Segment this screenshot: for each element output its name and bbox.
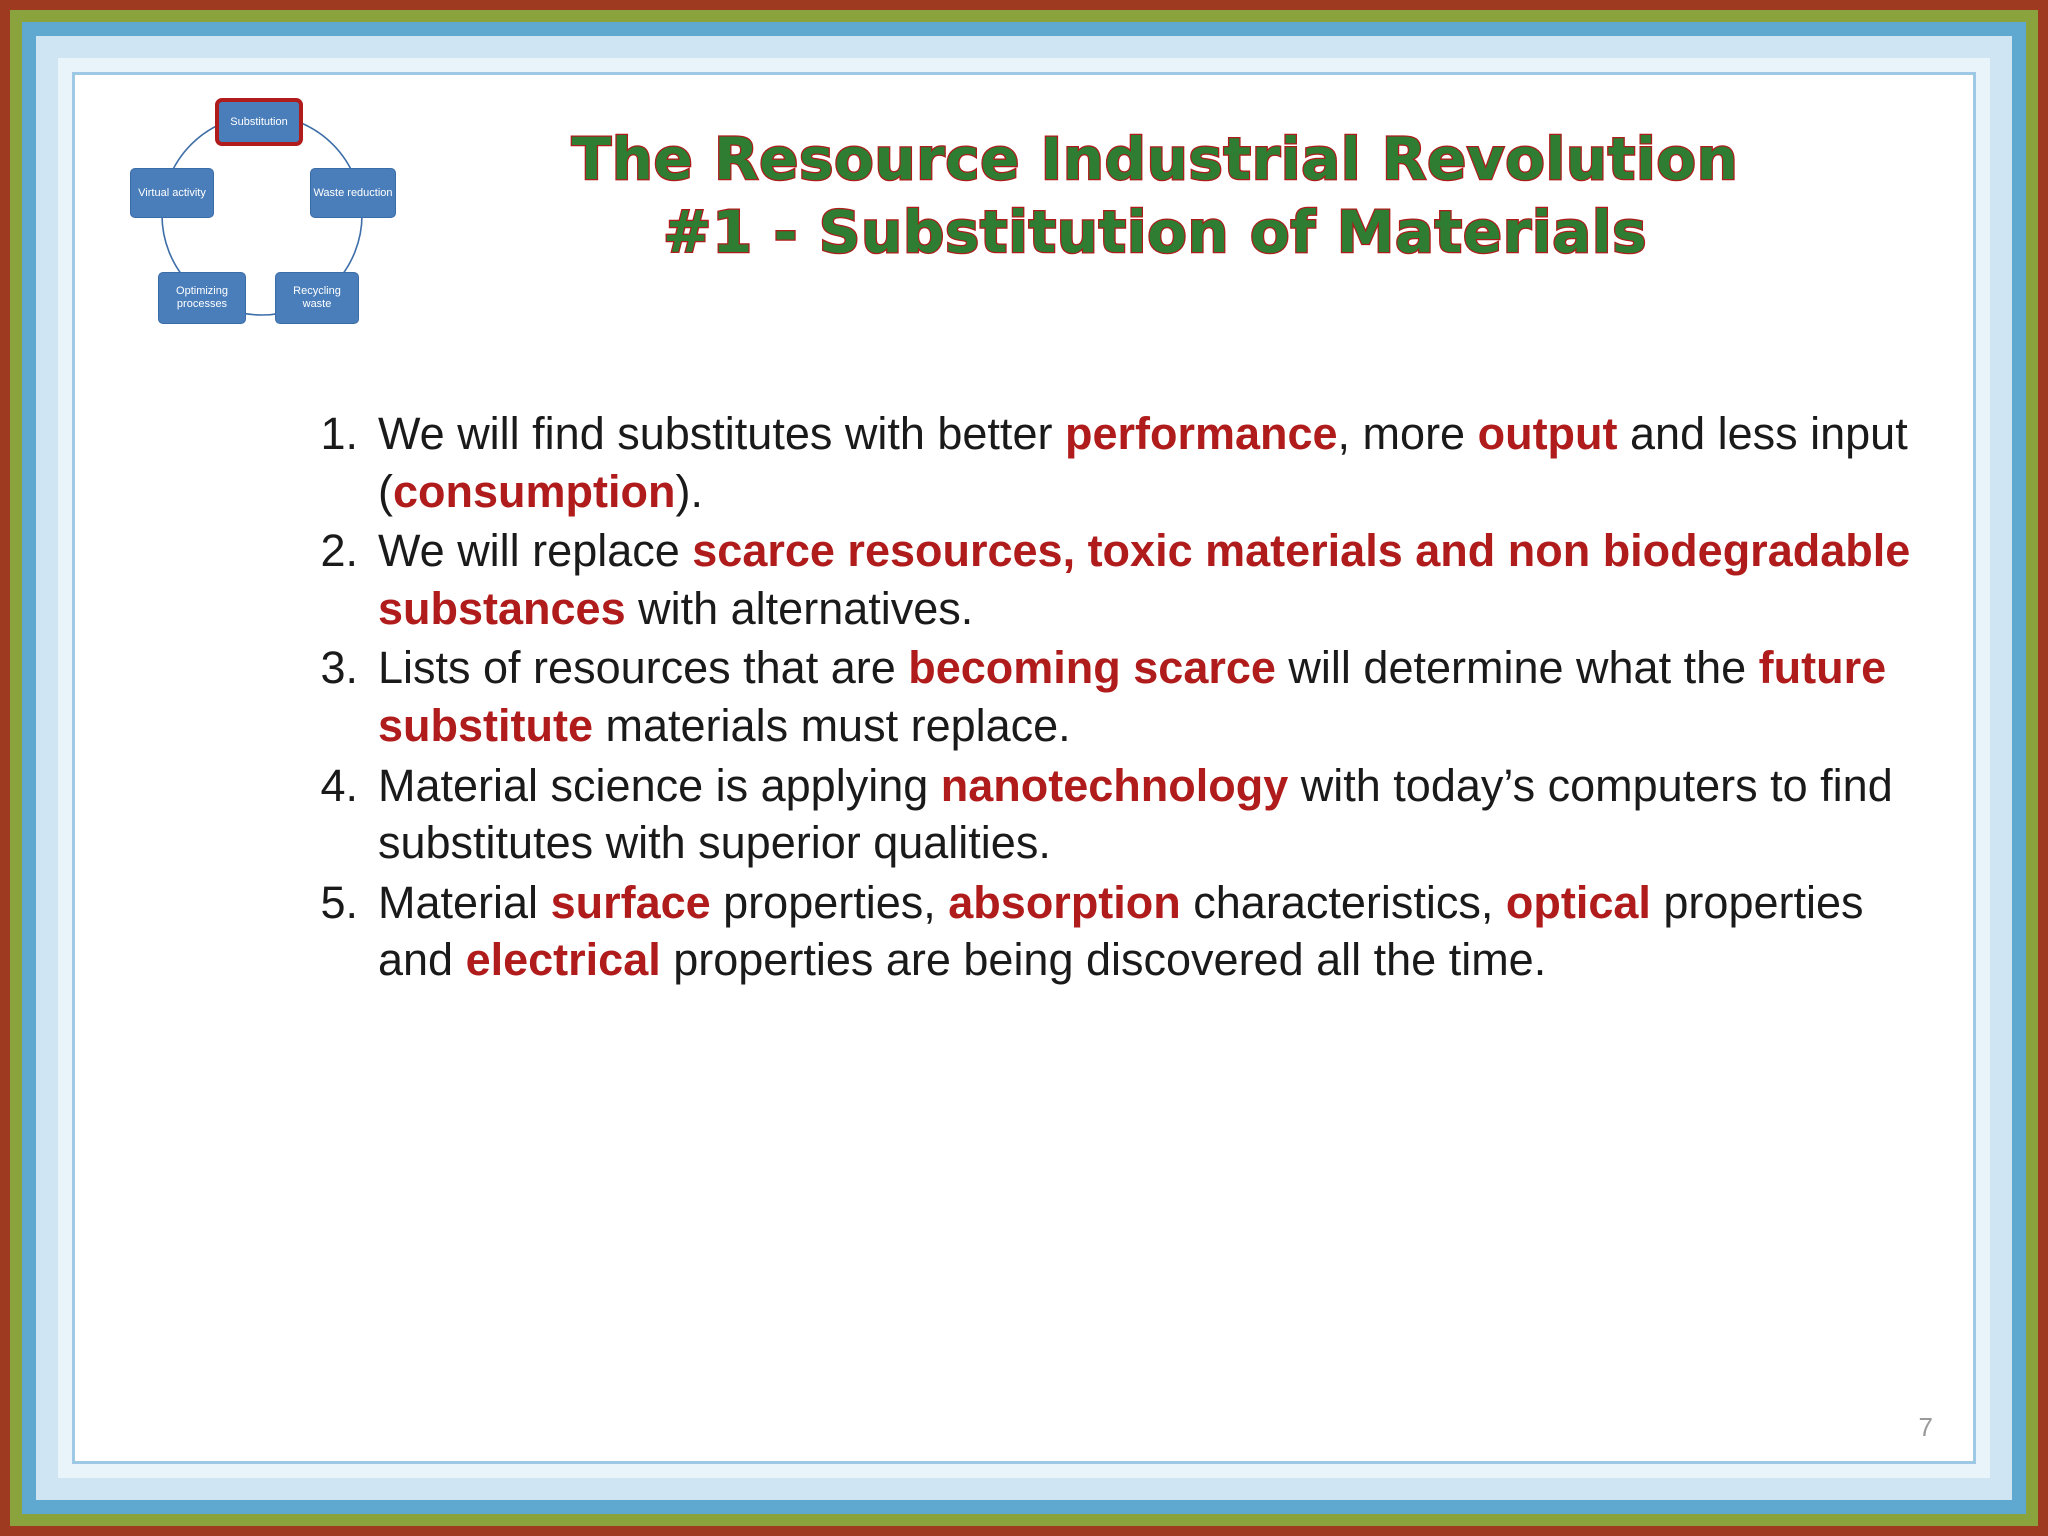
highlighted-term: electrical (465, 934, 661, 986)
highlighted-term: absorption (948, 876, 1181, 928)
body-list-item-text (378, 408, 1908, 517)
diagram-node-optimizing-processes-label: Optimizing processes (176, 285, 228, 310)
diagram-node-virtual-activity-label: Virtual activity (138, 186, 206, 199)
body-list-item-number: 5. (320, 876, 358, 928)
diagram-node-recycling-waste[interactable] (275, 272, 359, 324)
highlighted-term: output (1477, 408, 1618, 459)
body-list-item-number: 2. (320, 525, 358, 577)
body-text-run: We will replace (378, 525, 693, 577)
resource-cycle-diagram (110, 80, 430, 370)
body-list-item-number: 4. (320, 759, 358, 811)
diagram-node-waste-reduction-label: Waste reduction (313, 186, 393, 199)
body-text-run: materials must replace. (593, 699, 1071, 751)
highlighted-term: consumption (393, 465, 676, 517)
page-number: 7 (1918, 1412, 1933, 1442)
body-list-item (300, 405, 1940, 520)
body-list-item-number: 3. (320, 642, 358, 694)
diagram-node-virtual-activity[interactable] (130, 168, 214, 218)
highlighted-term: nanotechnology (940, 759, 1289, 811)
body-list-item-number: 1. (320, 408, 358, 459)
body-list-item (300, 522, 1940, 637)
body-text-run: properties, (710, 876, 949, 928)
body-text-run: Material science is applying (378, 759, 941, 811)
body-list-item (300, 757, 1940, 872)
body-text-run: with alternatives. (625, 582, 974, 634)
highlighted-term: scarce resources, toxic materials and non biodegradable substances (378, 525, 1911, 634)
highlighted-term: future substitute (378, 642, 1887, 751)
highlighted-term: performance (1064, 408, 1338, 459)
body-list-item-text (378, 760, 1893, 869)
highlighted-term: surface (550, 876, 711, 928)
body-text-run: with today’s computers to find substitutes with superior qualities. (378, 759, 1893, 869)
diagram-node-optimizing-processes[interactable] (158, 272, 246, 324)
highlighted-term: becoming scarce (908, 642, 1276, 694)
body-text-run: , more (1337, 408, 1478, 459)
body-text-run: properties are being discovered all the time. (660, 934, 1547, 986)
body-list-item (300, 874, 1940, 989)
body-text-run: ). (675, 465, 703, 517)
highlighted-term: optical (1505, 876, 1651, 928)
diagram-node-recycling-waste-label: Recycling waste (293, 285, 341, 310)
body-text-run: properties and (378, 876, 1864, 986)
slide-canvas (75, 75, 1973, 1461)
body-list-item-text (378, 642, 1886, 751)
diagram-node-substitution[interactable] (215, 98, 303, 146)
diagram-node-waste-reduction[interactable] (310, 168, 396, 218)
body-text-run: Material (378, 876, 551, 928)
body-list-item-text (378, 877, 1864, 986)
slide-title-line-1: The Resource Industrial Revolution (571, 125, 1739, 193)
slide-title (405, 123, 1905, 268)
slide-body-list (300, 405, 1940, 991)
body-list-item-text (378, 525, 1910, 634)
body-text-run: and less input ( (378, 408, 1908, 517)
body-text-run: will determine what the (1275, 642, 1759, 694)
body-list-item (300, 639, 1940, 754)
body-text-run: We will find substitutes with better (378, 408, 1065, 459)
body-text-run: characteristics, (1180, 876, 1506, 928)
body-text-run: Lists of resources that are (378, 642, 909, 694)
slide-title-line-2: #1 - Substitution of Materials (662, 197, 1648, 266)
diagram-node-substitution-label: Substitution (230, 115, 288, 128)
